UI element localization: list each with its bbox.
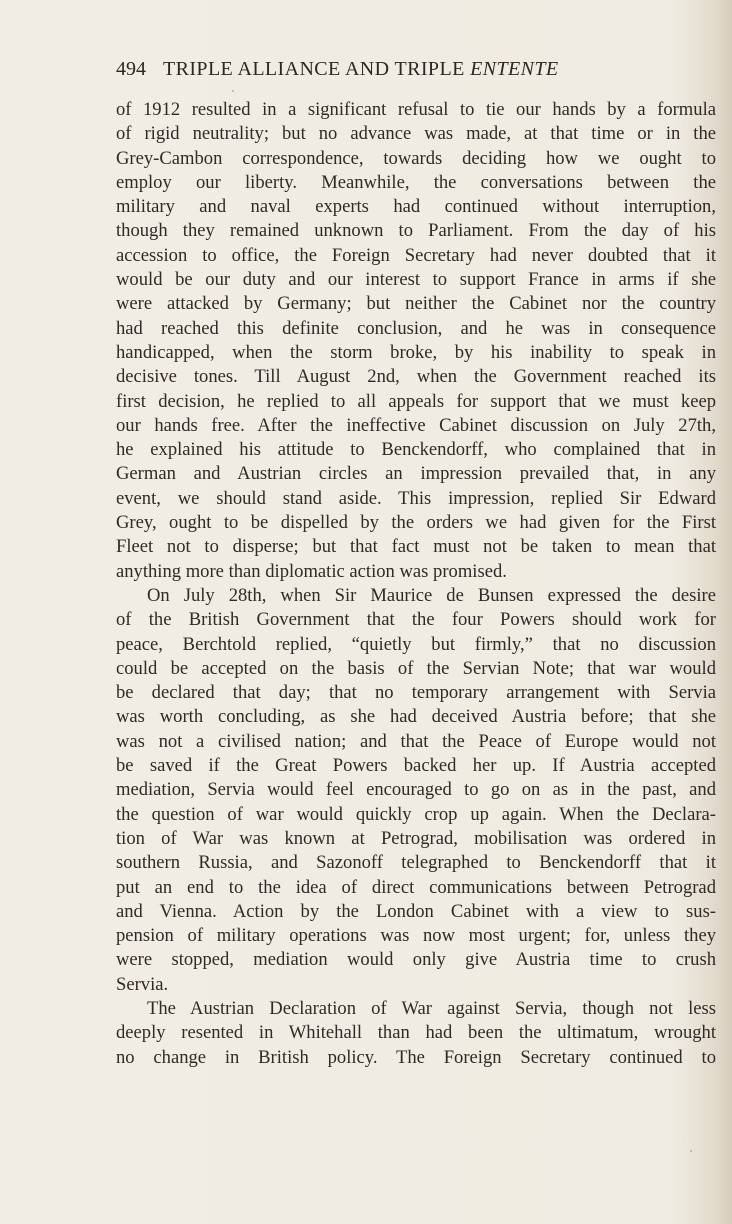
text-line: though they remained unknown to Parliament. From the day of his [116, 220, 716, 242]
text-line: accession to office, the Foreign Secretary had never doubted that it [116, 244, 716, 266]
text-line: German and Austrian circles an impression prevailed that, in any [116, 463, 716, 485]
text-line: mediation, Servia would feel encouraged to go on as in the past, and [116, 779, 716, 801]
text-line: of the British Government that the four Powers should work for [116, 609, 716, 631]
text-line: decisive tones. Till August 2nd, when the Government reached its [116, 366, 716, 388]
body-text [116, 98, 716, 1070]
text-line: employ our liberty. Meanwhile, the conversations between the [116, 171, 716, 193]
running-title [163, 58, 559, 81]
text-line: be saved if the Great Powers backed her up. If Austria accepted [116, 755, 716, 777]
text-line: were attacked by Germany; but neither the Cabinet nor the country [116, 293, 716, 315]
text-line: pension of military operations was now most urgent; for, unless they [116, 925, 716, 947]
text-line: be declared that day; that no temporary arrangement with Servia [116, 682, 716, 704]
text-line: was worth concluding, as she had deceived Austria before; that she [116, 706, 716, 728]
text-line: of 1912 resulted in a significant refusal to tie our hands by a formula [116, 99, 716, 120]
text-line: our hands free. After the ineffective Cabinet discussion on July 27th, [116, 414, 716, 436]
text-line: deeply resented in Whitehall than had been the ultimatum, wrought [116, 1022, 716, 1044]
text-line: Fleet not to disperse; but that fact must not be taken to mean that [116, 536, 716, 558]
text-line: of rigid neutrality; but no advance was made, at that time or in the [116, 123, 716, 145]
text-line: The Austrian Declaration of War against Servia, though not less [147, 997, 716, 1019]
text-line: had reached this definite conclusion, and he was in consequence [116, 317, 716, 339]
text-line: no change in British policy. The Foreign Secretary continued to [116, 1046, 716, 1068]
page-number: 494 [116, 58, 146, 80]
text-line: the question of war would quickly crop up again. When the Declara- [116, 803, 716, 825]
text-line: Grey-Cambon correspondence, towards deciding how we ought to [116, 147, 716, 169]
text-line: event, we should stand aside. This impression, replied Sir Edward [116, 487, 716, 509]
text-line: Servia. [116, 973, 169, 995]
text-line: military and naval experts had continued without interruption, [116, 196, 716, 218]
text-line: first decision, he replied to all appeals for support that we must keep [116, 390, 716, 412]
text-line: tion of War was known at Petrograd, mobilisation was ordered in [116, 827, 716, 849]
text-line: anything more than diplomatic action was promised. [116, 560, 507, 582]
text-line: put an end to the idea of direct communications between Petrograd [116, 876, 716, 898]
text-line: handicapped, when the storm broke, by his inability to speak in [116, 341, 716, 363]
text-line: would be our duty and our interest to support France in arms if she [116, 269, 716, 291]
text-line: and Vienna. Action by the London Cabinet with a view to sus- [116, 900, 716, 922]
text-line: peace, Berchtold replied, “quietly but firmly,” that no discussion [116, 633, 716, 655]
paper-speck [232, 90, 234, 92]
text-line: On July 28th, when Sir Maurice de Bunsen expressed the desire [147, 584, 716, 606]
text-line: he explained his attitude to Benckendorff, who complained that in [116, 439, 716, 461]
text-line: were stopped, mediation would only give Austria time to crush [116, 949, 716, 971]
running-title-roman: TRIPLE ALLIANCE AND TRIPLE [163, 58, 465, 80]
text-line: could be accepted on the basis of the Servian Note; that war would [116, 657, 716, 679]
text-line: southern Russia, and Sazonoff telegraphed to Benckendorff that it [116, 852, 716, 874]
text-line: was not a civilised nation; and that the Peace of Europe would not [116, 730, 716, 752]
text-line: Grey, ought to be dispelled by the orders we had given for the First [116, 512, 716, 534]
paper-speck [690, 1150, 692, 1152]
running-head [116, 58, 656, 88]
running-title-italic: ENTENTE [470, 58, 559, 80]
